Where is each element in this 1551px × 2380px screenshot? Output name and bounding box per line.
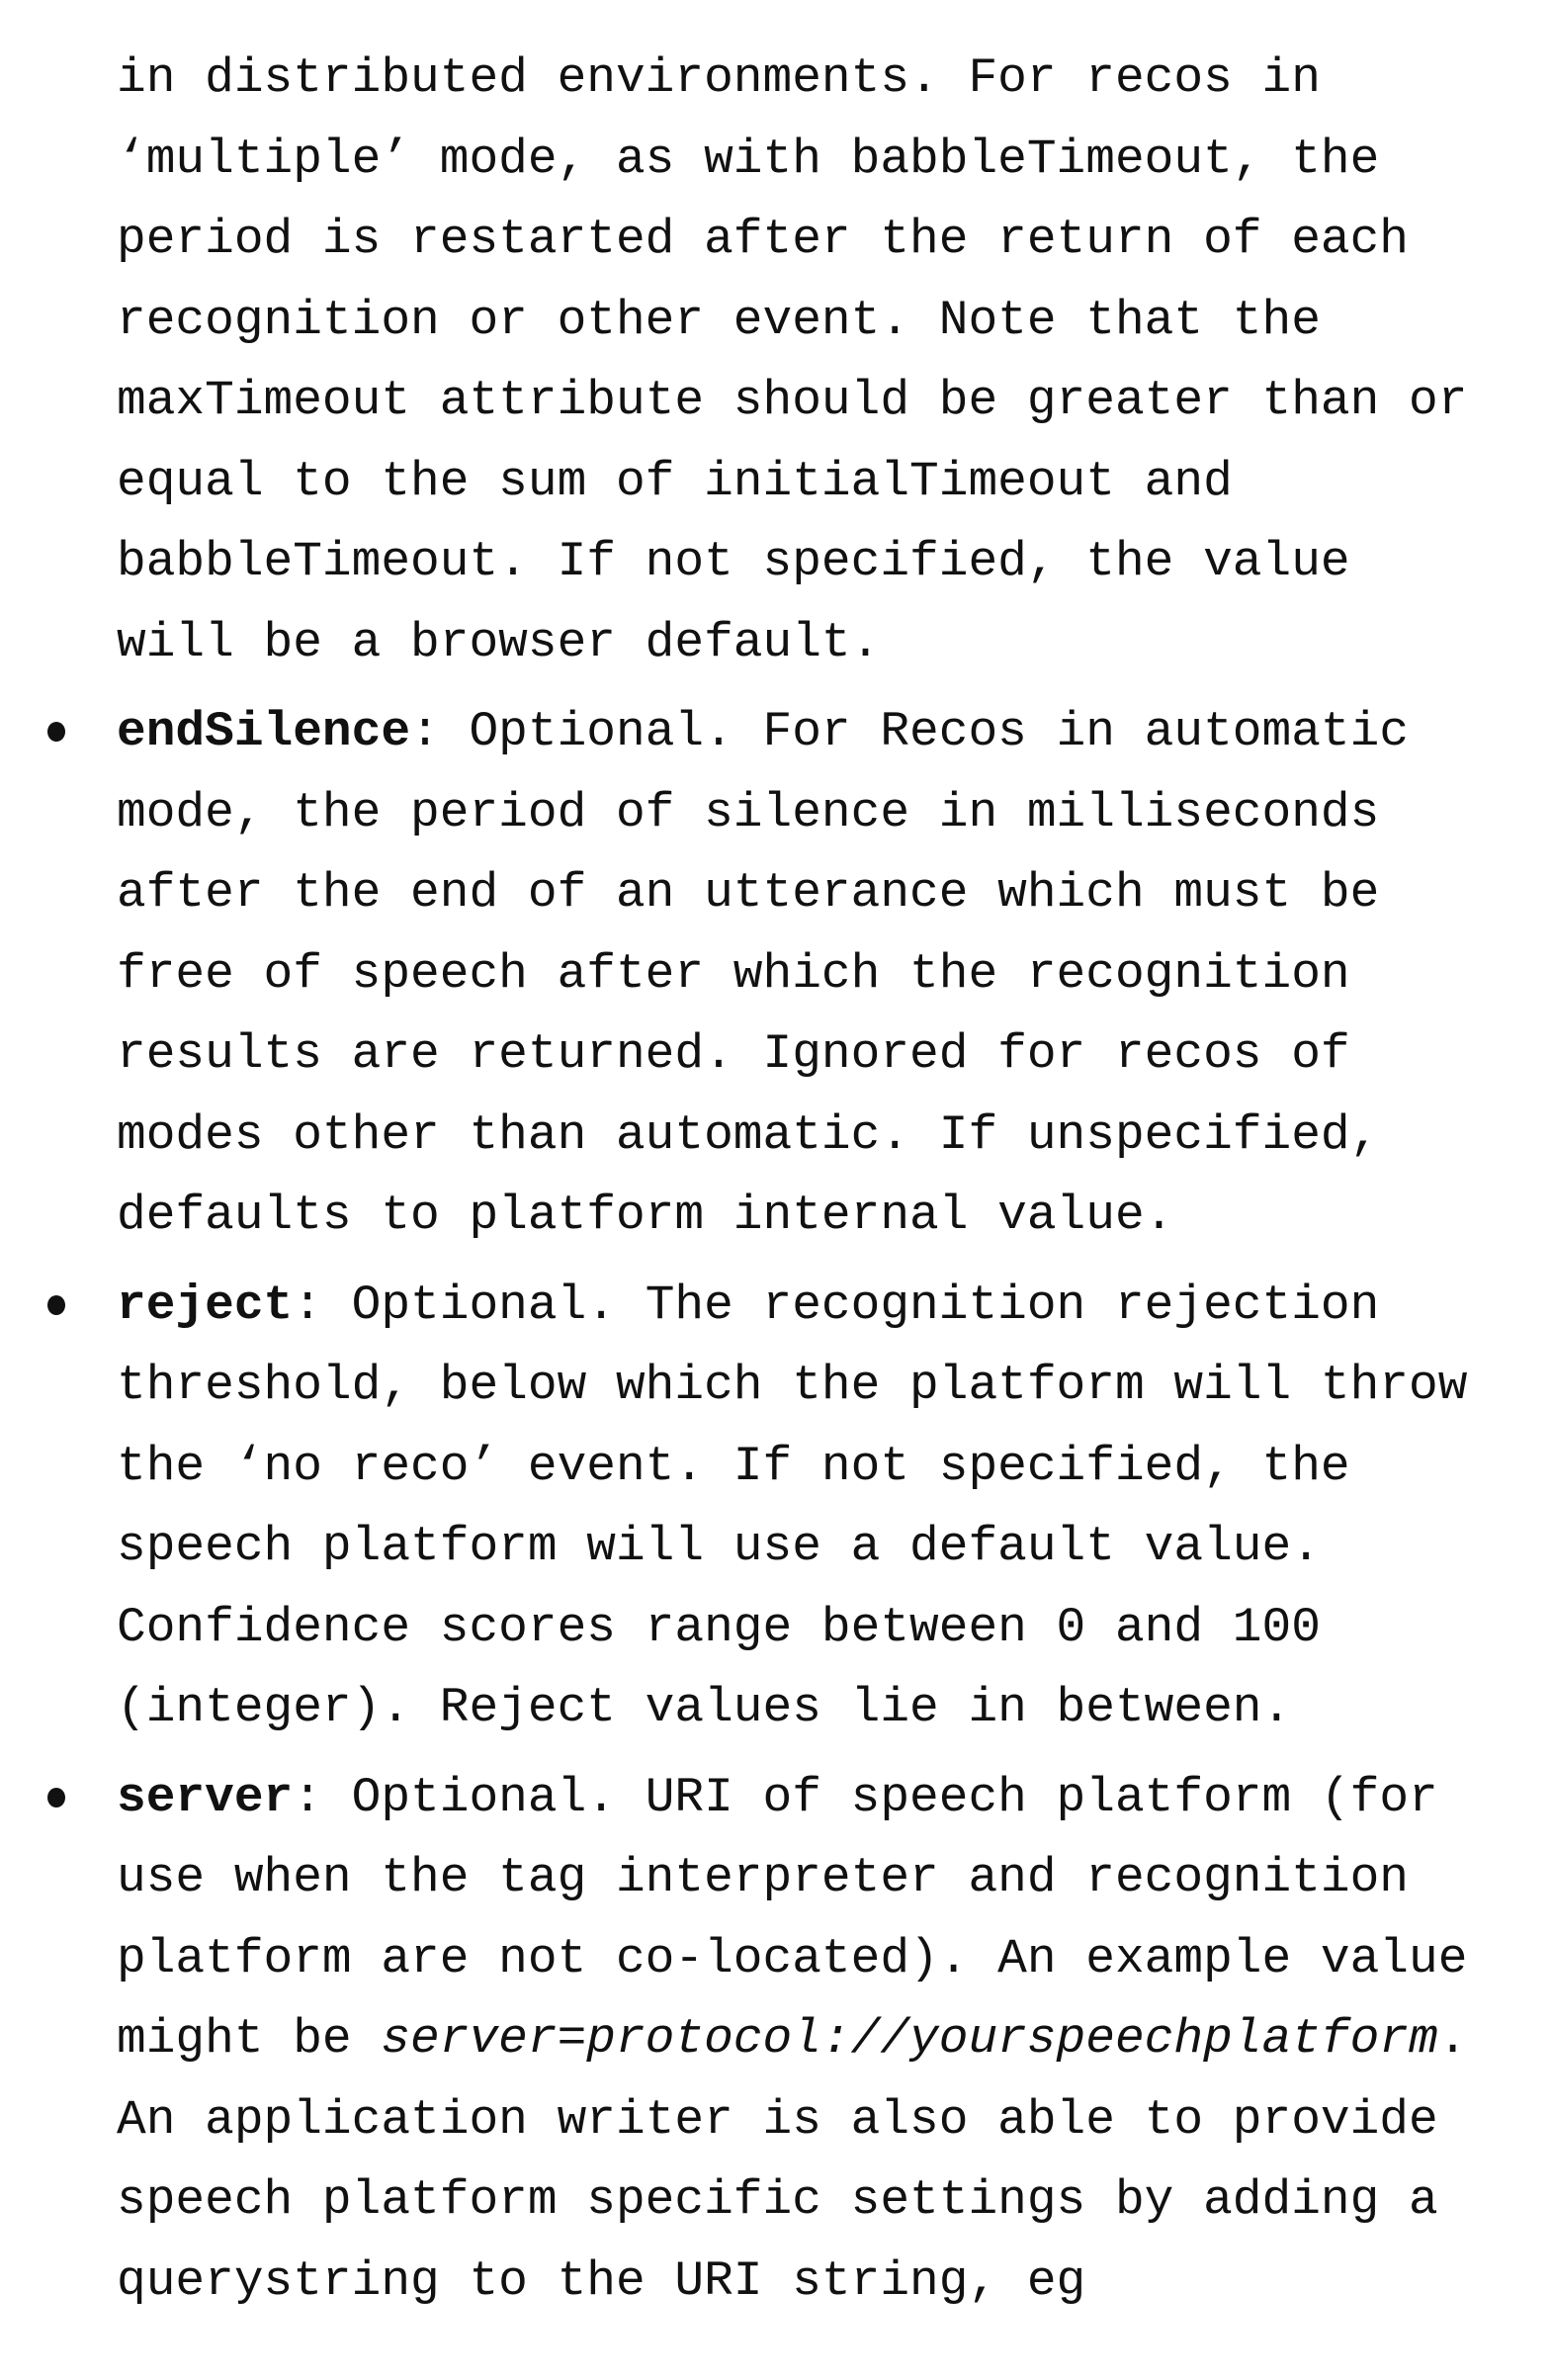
text-run: . bbox=[1438, 2011, 1468, 2067]
text-run: mode, the period of silence in milliseconds bbox=[117, 785, 1379, 840]
text-run: : Optional. URI of speech platform (for bbox=[293, 1770, 1438, 1825]
text-line: period is restarted after the return of each bbox=[117, 200, 1540, 281]
text-line bbox=[117, 1758, 1540, 1839]
text-run: free of speech after which the recognition bbox=[117, 946, 1350, 1002]
attribute-list bbox=[117, 692, 1540, 2322]
text-line bbox=[117, 1176, 1540, 1257]
text-line bbox=[117, 1588, 1540, 1669]
text-line bbox=[117, 1427, 1540, 1508]
text-line: equal to the sum of initialTimeout and bbox=[117, 442, 1540, 523]
text-run: might be bbox=[117, 2011, 381, 2067]
text-line bbox=[117, 1014, 1540, 1096]
text-run: speech platform will use a default value. bbox=[117, 1519, 1321, 1574]
text-run: (integer). Reject values lie in between. bbox=[117, 1680, 1291, 1735]
text-run: Confidence scores range between 0 and 100 bbox=[117, 1600, 1321, 1655]
text-run: speech platform specific settings by adding a bbox=[117, 2172, 1438, 2228]
text-run: after the end of an utterance which must be bbox=[117, 865, 1379, 921]
text-run: An application writer is also able to provide bbox=[117, 2092, 1438, 2148]
text-line bbox=[117, 1346, 1540, 1427]
text-run: modes other than automatic. If unspecified, bbox=[117, 1107, 1379, 1163]
text-line bbox=[117, 1668, 1540, 1749]
text-run: results are returned. Ignored for recos of bbox=[117, 1026, 1350, 1082]
text-run: defaults to platform internal value. bbox=[117, 1188, 1173, 1243]
text-line: maxTimeout attribute should be greater than or bbox=[117, 361, 1540, 442]
text-line bbox=[117, 1266, 1540, 1347]
text-line bbox=[117, 773, 1540, 854]
text-run: the ‘no reco’ event. If not specified, the bbox=[117, 1439, 1350, 1494]
bullet-icon bbox=[47, 1788, 65, 1807]
attribute-name: reject bbox=[117, 1278, 293, 1333]
text-line: babbleTimeout. If not specified, the value bbox=[117, 522, 1540, 603]
attribute-name: endSilence bbox=[117, 704, 410, 759]
text-line bbox=[117, 934, 1540, 1015]
text-line bbox=[117, 1507, 1540, 1588]
text-line: ‘multiple’ mode, as with babbleTimeout, the bbox=[117, 120, 1540, 201]
text-line bbox=[117, 2242, 1540, 2323]
text-run: : Optional. The recognition rejection bbox=[293, 1278, 1379, 1333]
text-line bbox=[117, 692, 1540, 773]
intro-paragraph bbox=[117, 39, 1540, 683]
text-run: querystring to the URI string, eg bbox=[117, 2253, 1085, 2309]
text-run: : Optional. For Recos in automatic bbox=[410, 704, 1409, 759]
text-line bbox=[117, 1919, 1540, 2000]
text-line: recognition or other event. Note that the bbox=[117, 281, 1540, 362]
example-value: server=protocol://yourspeechplatform bbox=[381, 2011, 1437, 2067]
text-run: threshold, below which the platform will throw bbox=[117, 1358, 1467, 1413]
text-line bbox=[117, 1999, 1540, 2080]
list-item bbox=[117, 1266, 1540, 1749]
text-run: platform are not co-located). An example value bbox=[117, 1931, 1467, 1986]
text-line: in distributed environments. For recos in bbox=[117, 39, 1540, 120]
document-body bbox=[117, 39, 1540, 2322]
bullet-icon bbox=[47, 1295, 65, 1315]
text-line bbox=[117, 853, 1540, 934]
text-line bbox=[117, 2160, 1540, 2242]
attribute-name: server bbox=[117, 1770, 293, 1825]
list-item bbox=[117, 692, 1540, 1257]
text-run: use when the tag interpreter and recognition bbox=[117, 1850, 1409, 1905]
list-item bbox=[117, 1758, 1540, 2323]
text-line bbox=[117, 1096, 1540, 1177]
text-line: will be a browser default. bbox=[117, 603, 1540, 684]
text-line bbox=[117, 2080, 1540, 2161]
text-line bbox=[117, 1838, 1540, 1919]
bullet-icon bbox=[47, 722, 65, 742]
